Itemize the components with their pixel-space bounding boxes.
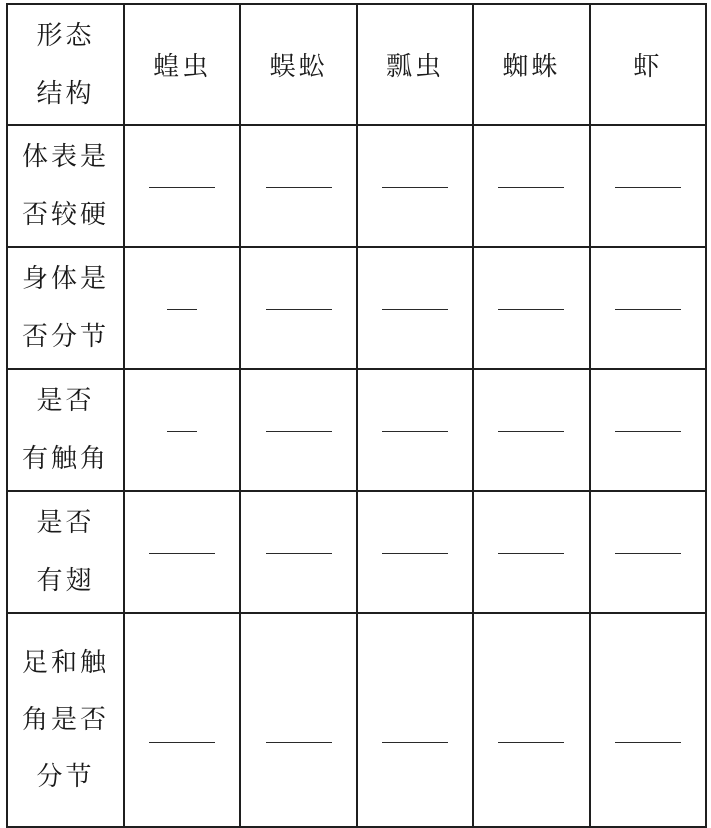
column-header-1: 蝗虫 — [124, 4, 240, 125]
row-label — [7, 491, 124, 613]
row-label-line: 角是否 — [21, 704, 109, 735]
row-label — [7, 369, 124, 491]
answer-cell[interactable] — [590, 491, 706, 613]
morphology-table — [6, 3, 707, 828]
answer-blank — [615, 187, 681, 188]
answer-cell[interactable] — [240, 369, 356, 491]
answer-cell[interactable] — [473, 369, 589, 491]
answer-cell[interactable] — [124, 125, 240, 247]
table-row — [7, 491, 706, 613]
answer-blank — [167, 309, 197, 310]
answer-cell[interactable] — [473, 247, 589, 369]
column-header-3: 瓢虫 — [357, 4, 473, 125]
corner-line-2: 结构 — [36, 78, 95, 109]
table-row — [7, 125, 706, 247]
row-label-line: 是否 — [36, 508, 95, 538]
column-header-4: 蜘蛛 — [473, 4, 589, 125]
answer-blank — [266, 553, 332, 554]
answer-cell[interactable] — [357, 613, 473, 827]
answer-cell[interactable] — [124, 247, 240, 369]
table-row — [7, 369, 706, 491]
answer-blank — [266, 431, 332, 432]
answer-blank — [498, 742, 564, 743]
row-label-line: 身体是 — [21, 264, 109, 294]
answer-blank — [498, 431, 564, 432]
row-label-line: 分节 — [36, 761, 95, 792]
answer-cell[interactable] — [357, 491, 473, 613]
corner-line-1: 形态 — [36, 20, 95, 51]
answer-blank — [498, 553, 564, 554]
answer-blank — [266, 187, 332, 188]
row-label — [7, 613, 124, 827]
answer-cell[interactable] — [473, 613, 589, 827]
answer-cell[interactable] — [240, 613, 356, 827]
answer-blank — [382, 309, 448, 310]
table-row — [7, 247, 706, 369]
answer-blank — [149, 187, 215, 188]
answer-cell[interactable] — [590, 247, 706, 369]
answer-cell[interactable] — [124, 613, 240, 827]
answer-cell[interactable] — [357, 247, 473, 369]
row-label-line: 足和触 — [21, 647, 109, 678]
answer-blank — [382, 431, 448, 432]
table-row — [7, 613, 706, 827]
answer-cell[interactable] — [124, 491, 240, 613]
answer-blank — [615, 553, 681, 554]
header-row — [7, 4, 706, 125]
answer-cell[interactable] — [590, 613, 706, 827]
answer-cell[interactable] — [240, 125, 356, 247]
answer-cell[interactable] — [590, 125, 706, 247]
answer-blank — [149, 742, 215, 743]
answer-blank — [498, 187, 564, 188]
answer-cell[interactable] — [240, 247, 356, 369]
row-label — [7, 247, 124, 369]
answer-blank — [266, 309, 332, 310]
answer-blank — [149, 553, 215, 554]
answer-cell[interactable] — [357, 125, 473, 247]
answer-cell[interactable] — [357, 369, 473, 491]
answer-blank — [382, 187, 448, 188]
answer-blank — [382, 553, 448, 554]
answer-blank — [266, 742, 332, 743]
answer-blank — [498, 309, 564, 310]
corner-cell — [7, 4, 124, 125]
answer-blank — [382, 742, 448, 743]
row-label — [7, 125, 124, 247]
row-label-line: 有翅 — [36, 566, 95, 596]
answer-cell[interactable] — [473, 125, 589, 247]
worksheet — [6, 3, 705, 792]
row-label-line: 体表是 — [21, 142, 109, 172]
answer-cell[interactable] — [124, 369, 240, 491]
answer-cell[interactable] — [590, 369, 706, 491]
answer-cell[interactable] — [473, 491, 589, 613]
row-label-line: 否较硬 — [21, 200, 109, 230]
column-header-2: 蜈蚣 — [240, 4, 356, 125]
row-label-line: 是否 — [36, 386, 95, 416]
answer-blank — [615, 431, 681, 432]
column-header-5: 虾 — [590, 4, 706, 125]
row-label-line: 否分节 — [21, 322, 109, 352]
answer-blank — [167, 431, 197, 432]
answer-cell[interactable] — [240, 491, 356, 613]
answer-blank — [615, 309, 681, 310]
answer-blank — [615, 742, 681, 743]
row-label-line: 有触角 — [21, 444, 109, 474]
